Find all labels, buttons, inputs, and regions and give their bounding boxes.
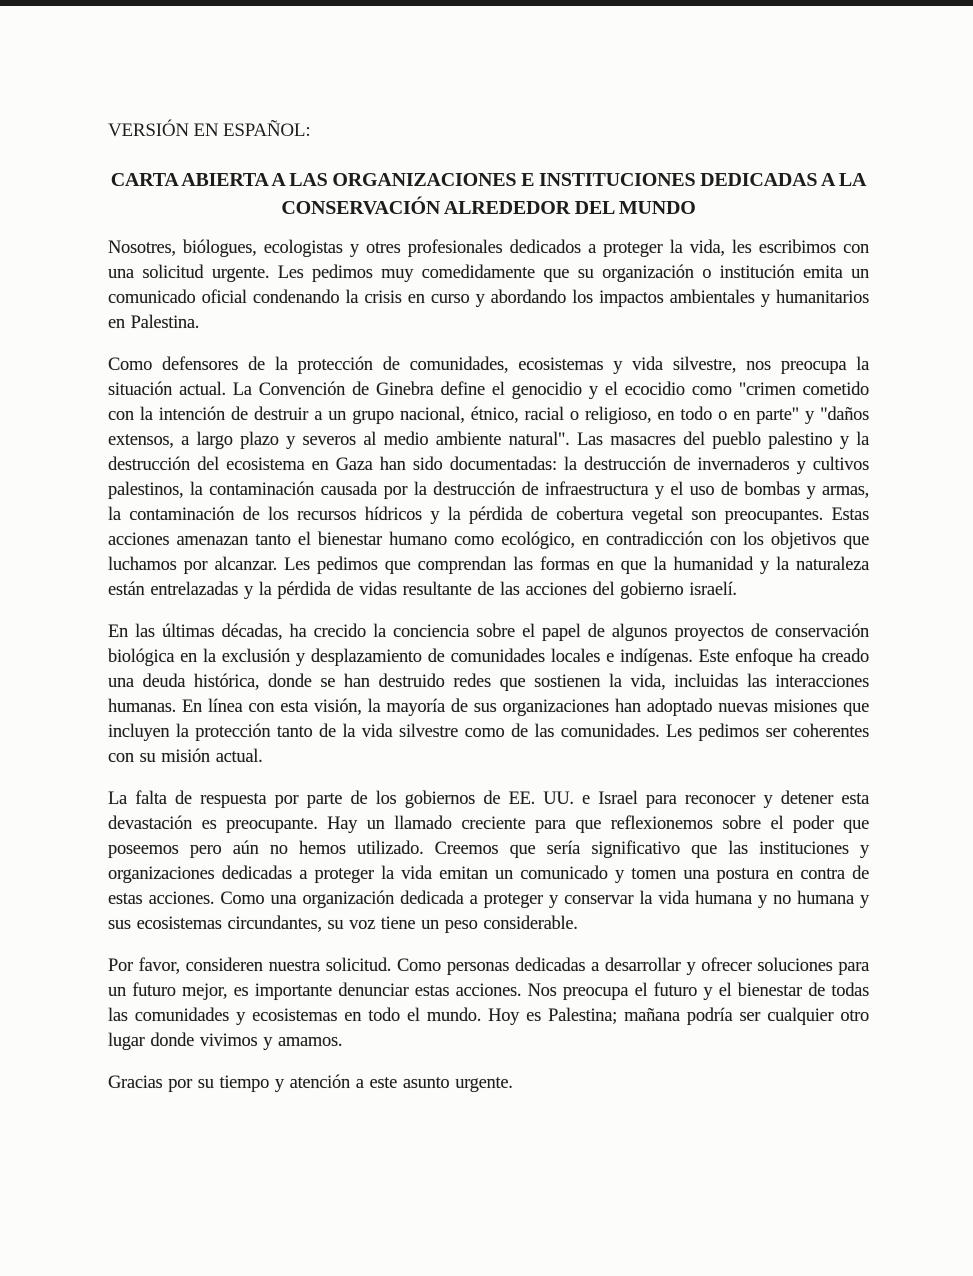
letter-closing: Gracias por su tiempo y atención a este asunto urgente. [108, 1073, 513, 1093]
letter-content [108, 118, 869, 1096]
letter-paragraph-2: Como defensores de la protección de comunidades, ecosistemas y vida silvestre, nos preocupa la situación actual. La Convención de Ginebra define el genocidio y el ecocidio como "crimen cometido con la intención de destruir a un grupo nacional, étnico, racial o religioso, en todo o en parte" y "daños extensos, a largo plazo y severos al medio ambiente natural". Las masacres del pueblo palestino y la destrucción del ecosistema en Gaza han sido documentadas: la destrucción de invernaderos y cultivos palestinos, la contaminación causada por la destrucción de infraestructura y el uso de bombas y armas, la contaminación de los recursos hídricos y la pérdida de cobertura vegetal son preocupantes. Estas acciones amenazan tanto el bienestar humano como ecológico, en contradicción con los objetivos que luchamos por alcanzar. Les pedimos que comprendan las formas en que la humanidad y la naturaleza están entrelazadas y la pérdida de vidas resultante de las acciones del gobierno israelí. [108, 355, 869, 600]
letter-paragraph-4: La falta de respuesta por parte de los gobiernos de EE. UU. e Israel para reconocer y detener esta devastación es preocupante. Hay un llamado creciente para que reflexionemos sobre el poder que poseemos pero aún no hemos utilizado. Creemos que sería significativo que las instituciones y organizaciones dedicadas a proteger la vida emitan un comunicado y tomen una postura en contra de estas acciones. Como una organización dedicada a proteger y conservar la vida humana y no humana y sus ecosistemas circundantes, su voz tiene un peso considerable. [108, 789, 869, 934]
scan-edge-bar [0, 0, 973, 6]
letter-title-line-1: CARTA ABIERTA A LAS ORGANIZACIONES E INSTITUCIONES DEDICADAS A LA [110, 169, 867, 191]
letter-title-line-2: CONSERVACIÓN ALREDEDOR DEL MUNDO [281, 197, 696, 219]
language-label: VERSIÓN EN ESPAÑOL: [108, 120, 311, 141]
letter-title [108, 166, 869, 222]
letter-paragraph-5: Por favor, consideren nuestra solicitud. Como personas dedicadas a desarrollar y ofrecer soluciones para un futuro mejor, es importante denunciar estas acciones. Nos preocupa el futuro y el bienestar de todas las comunidades y ecosistemas en todo el mundo. Hoy es Palestina; mañana podría ser cualquier otro lugar donde vivimos y amamos. [108, 956, 869, 1051]
letter-paragraph-3: En las últimas décadas, ha crecido la conciencia sobre el papel de algunos proyectos de conservación biológica en la exclusión y desplazamiento de comunidades locales e indígenas. Este enfoque ha creado una deuda histórica, donde se han destruido redes que sostienen la vida, incluidas las interacciones humanas. En línea con esta visión, la mayoría de sus organizaciones han adoptado nuevas misiones que incluyen la protección tanto de la vida silvestre como de las comunidades. Les pedimos ser coherentes con su misión actual. [108, 622, 869, 767]
letter-paragraph-1: Nosotres, biólogues, ecologistas y otres profesionales dedicados a proteger la vida, les escribimos con una solicitud urgente. Les pedimos muy comedidamente que su organización o institución emita un comunicado oficial condenando la crisis en curso y abordando los impactos ambientales y humanitarios en Palestina. [108, 238, 869, 333]
